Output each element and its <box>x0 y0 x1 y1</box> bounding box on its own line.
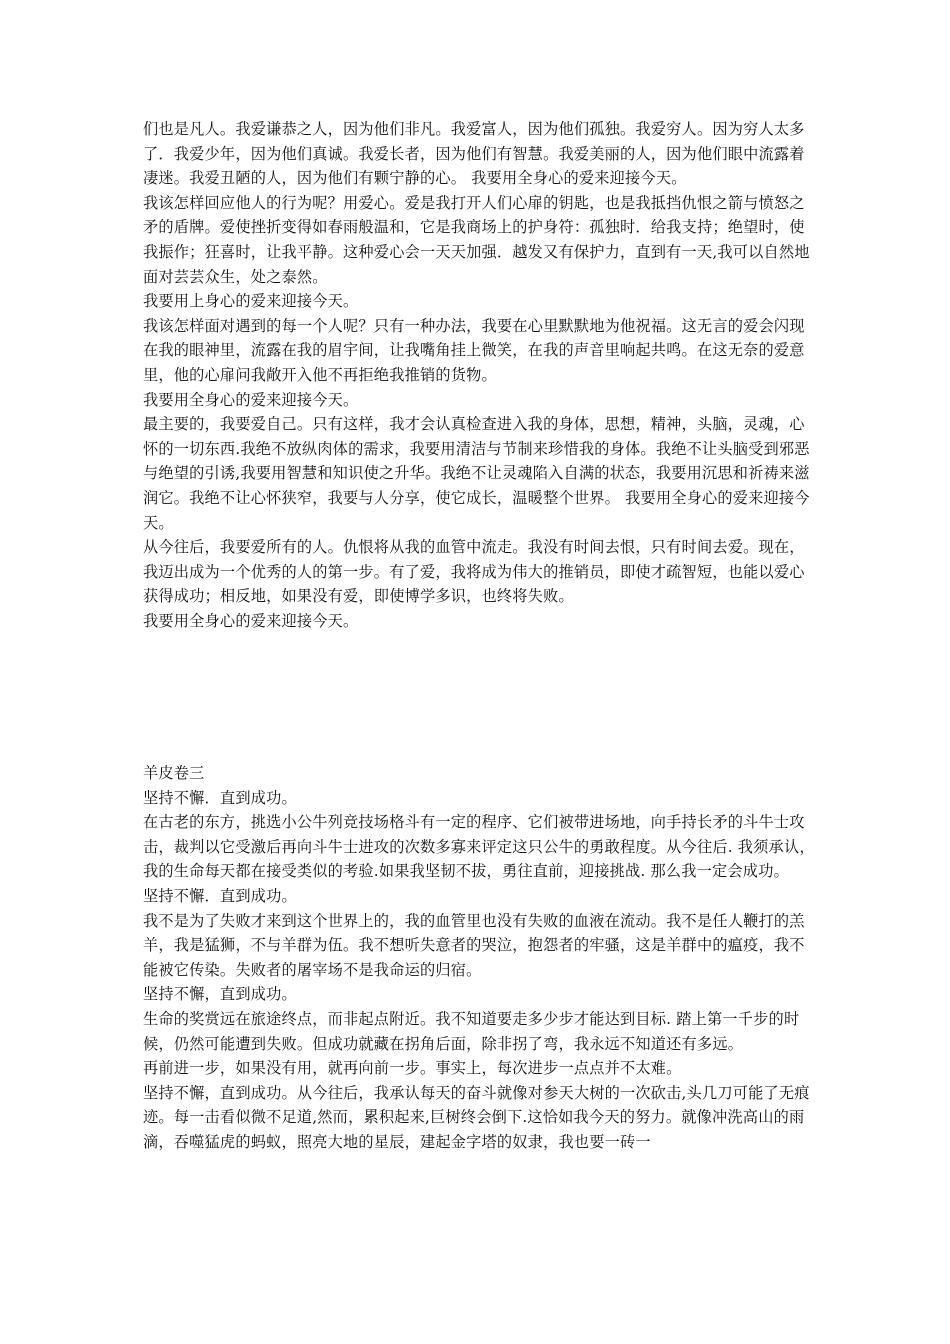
paragraph: 我该怎样回应他人的行为呢？用爱心。爱是我打开人们心扉的钥匙，也是我抵挡仇恨之箭与愤怒之矛的盾牌。爱使挫折变得如春雨般温和，它是我商场上的护身符：孤独时．给我支持；绝望时，使我振作；狂喜时，让我平静。这种爱心会一天天加强．越发又有保护力，直到有一天,我可以自然地面对芸芸众生，处之泰然。 <box>143 193 810 286</box>
paragraph: 我要用全身心的爱来迎接今天。 <box>143 611 359 630</box>
paragraph: 坚持不懈．直到成功。 <box>143 886 297 905</box>
paragraph: 生命的奖赏远在旅途终点，而非起点附近。我不知道要走多少步才能达到目标. 踏上第一千步的时候，仍然可能遭到失败。但成功就藏在拐角后面，除非拐了弯，我永远不知道还有多远。 <box>143 1009 800 1053</box>
text-section-bottom <box>143 761 815 1155</box>
paragraph: 们也是凡人。我爱谦恭之人，因为他们非凡。我爱富人，因为他们孤独。我爱穷人。因为穷人太多了．我爱少年，因为他们真诚。我爱长者，因为他们有智慧。我爱美丽的人，因为他们眼中流露着凄迷。我爱丑陋的人，因为他们有颗宁静的心。 我要用全身心的爱来迎接今天。 <box>143 120 805 188</box>
paragraph: 在古老的东方，挑选小公牛列竞技场格斗有一定的程序、它们被带进场地，向手持长矛的斗牛士攻击，裁判以它受激后再向斗牛士进攻的次数多寡来评定这只公牛的勇敢程度。从今往后. 我须承认，我的生命每天都在接受类似的考验.如果我坚韧不拔，勇往直前，迎接挑战. 那么我一定会成功。 <box>143 813 815 881</box>
paragraph: 从今往后，我要爱所有的人。仇恨将从我的血管中流走。我没有时间去恨，只有时间去爱。现在，我迈出成为一个优秀的人的第一步。有了爱，我将成为伟大的推销员，即使才疏智短，也能以爱心获得成功；相反地，如果没有爱，即使博学多识，也终将失败。 <box>143 538 805 606</box>
text-section-top <box>143 117 815 633</box>
paragraph: 再前进一步，如果没有用，就再向前一步。事实上，每次进步一点点并不太难。 <box>143 1059 682 1078</box>
paragraph: 坚持不懈，直到成功。 <box>143 985 297 1004</box>
paragraph: 我要用全身心的爱来迎接今天。 <box>143 390 359 409</box>
paragraph: 我该怎样面对遇到的每一个人呢？只有一种办法，我要在心里默默地为他祝福。这无言的爱会闪现在我的眼神里，流露在我的眉宇间，让我嘴角挂上微笑，在我的声音里响起共鸣。在这无奈的爱意里，他的心扉问我敞开入他不再拒绝我推销的货物。 <box>143 316 805 384</box>
paragraph: 我要用上身心的爱来迎接今天。 <box>143 292 359 311</box>
paragraph: 坚持不懈．直到成功。 <box>143 788 297 807</box>
paragraph: 最主要的，我要爱自己。只有这样，我才会认真检查进入我的身体，思想，精神，头脑，灵魂，心怀的一切东西.我绝不放纵肉体的需求，我要用清洁与节制来珍惜我的身体。我绝不让头脑受到邪恶与绝望的引诱,我要用智慧和知识使之升华。我绝不让灵魂陷入自满的状态，我要用沉思和祈祷来滋润它。我绝不让心怀狭窄，我要与人分享，使它成长，温暖整个世界。 我要用全身心的爱来迎接今天。 <box>143 415 810 532</box>
paragraph: 坚持不懈，直到成功。从今往后，我承认每天的奋斗就像对参天大树的一次砍击,头几刀可能了无痕迹。每一击看似微不足道,然而，累积起来,巨树终会倒下.这恰如我今天的努力。就像冲洗高山的雨滴，吞噬猛虎的蚂蚁，照亮大地的星辰，建起金字塔的奴隶，我也要一砖一 <box>143 1083 810 1151</box>
paragraph: 我不是为了失败才来到这个世界上的，我的血管里也没有失败的血液在流动。我不是任人鞭打的羔羊，我是猛狮，不与羊群为伍。我不想听失意者的哭泣，抱怨者的牢骚，这是羊群中的瘟疫，我不能被它传染。失败者的屠宰场不是我命运的归宿。 <box>143 911 805 979</box>
section-heading: 羊皮卷三 <box>143 764 205 782</box>
